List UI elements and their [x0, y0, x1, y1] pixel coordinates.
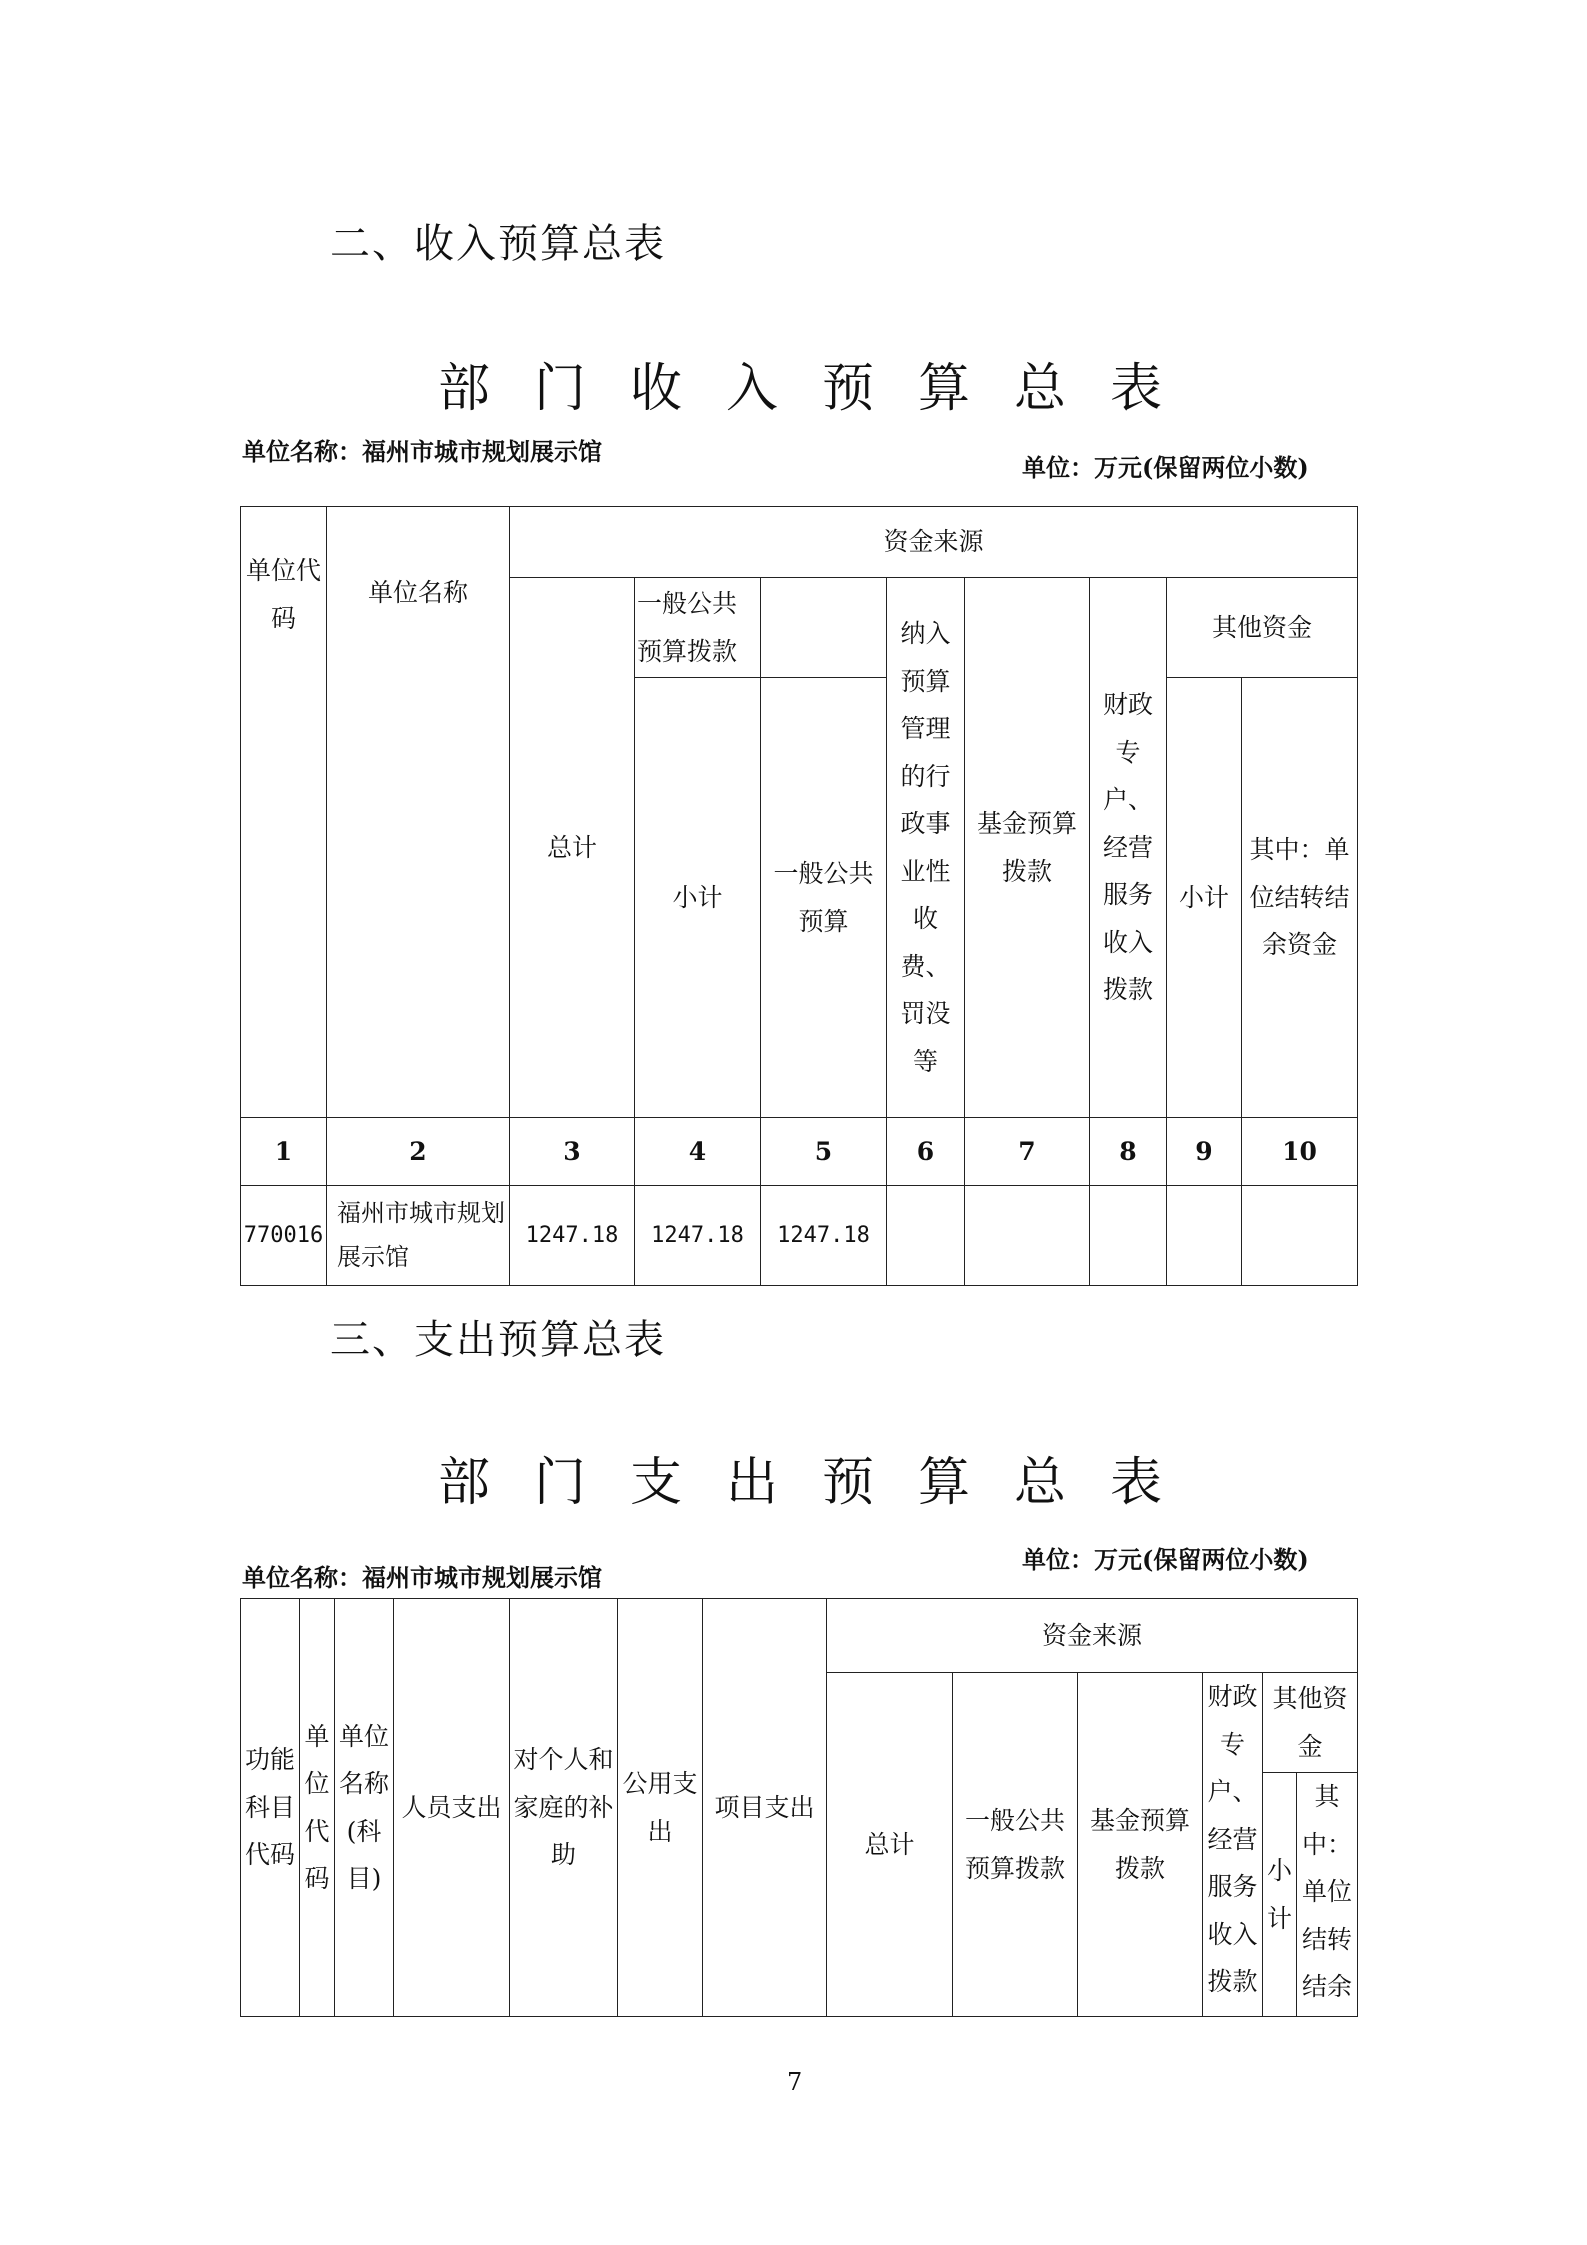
hdr-fiscal-account: 财政专户、经营服务收入拨款 [1090, 578, 1167, 1118]
income-table-title: 部门收入预算总表 [438, 359, 1207, 419]
col-number: 3 [510, 1118, 635, 1186]
exp-hdr-public: 公用支出 [618, 1599, 703, 2017]
row-subtotal: 1247.18 [635, 1186, 761, 1286]
col-number: 2 [327, 1118, 510, 1186]
hdr-subtotal: 小计 [635, 678, 761, 1118]
hdr-fund-budget-grant: 基金预算拨款 [965, 578, 1090, 1118]
row-carryover [1242, 1186, 1358, 1286]
income-unit-label: 单位：万元(保留两位小数) [1022, 453, 1309, 482]
hdr-unit-name: 单位名称 [327, 507, 510, 1118]
exp-hdr-project: 项目支出 [703, 1599, 827, 2017]
col-number: 4 [635, 1118, 761, 1186]
hdr-total: 总计 [510, 578, 635, 1118]
expense-unit-name: 单位名称：福州市城市规划展示馆 [242, 1563, 602, 1592]
hdr-blank-1 [761, 578, 887, 678]
expense-budget-table [240, 1598, 1358, 2017]
row-fiscal-account [1090, 1186, 1167, 1286]
exp-hdr-other-funds: 其他资金 [1263, 1673, 1358, 1773]
col-number: 1 [241, 1118, 327, 1186]
col-number: 8 [1090, 1118, 1167, 1186]
hdr-general-public-budget: 一般公共预算 [761, 678, 887, 1118]
hdr-other-subtotal: 小计 [1167, 678, 1242, 1118]
col-number: 6 [887, 1118, 965, 1186]
col-number: 9 [1167, 1118, 1242, 1186]
row-general-budget: 1247.18 [761, 1186, 887, 1286]
expense-unit-label: 单位：万元(保留两位小数) [1022, 1545, 1309, 1574]
exp-hdr-fund-source: 资金来源 [827, 1599, 1358, 1673]
exp-hdr-fund-grant: 基金预算拨款 [1078, 1673, 1203, 2017]
exp-hdr-unit-code: 单位代码 [300, 1599, 335, 2017]
hdr-fund-source: 资金来源 [510, 507, 1358, 578]
exp-hdr-general-grant: 一般公共预算拨款 [953, 1673, 1078, 2017]
exp-hdr-other-subtotal: 小计 [1263, 1773, 1297, 2017]
expense-table-title: 部门支出预算总表 [438, 1453, 1207, 1513]
exp-hdr-carryover: 其中：单位结转结余 [1297, 1773, 1358, 2017]
expense-section-heading: 三、支出预算总表 [330, 1317, 666, 1363]
income-section-heading: 二、收入预算总表 [330, 221, 666, 267]
row-other-subtotal [1167, 1186, 1242, 1286]
income-unit-name: 单位名称：福州市城市规划展示馆 [242, 437, 602, 466]
hdr-unit-code: 单位代码 [241, 507, 327, 1118]
row-unit-name: 福州市城市规划展示馆 [327, 1186, 510, 1286]
exp-hdr-fiscal-account: 财政专户、经营服务收入拨款 [1203, 1673, 1263, 2017]
income-budget-table [240, 506, 1358, 1286]
exp-hdr-personnel: 人员支出 [394, 1599, 510, 2017]
exp-hdr-func-code: 功能科目代码 [241, 1599, 300, 2017]
page-number: 7 [787, 2068, 803, 2096]
col-number: 10 [1242, 1118, 1358, 1186]
hdr-carryover: 其中：单位结转结余资金 [1242, 678, 1358, 1118]
col-number: 7 [965, 1118, 1090, 1186]
row-total: 1247.18 [510, 1186, 635, 1286]
col-number: 5 [761, 1118, 887, 1186]
hdr-admin-fees: 纳入预算管理的行政事业性收费、罚没等 [887, 578, 965, 1118]
exp-hdr-total: 总计 [827, 1673, 953, 2017]
row-unit-code: 770016 [241, 1186, 327, 1286]
exp-hdr-unit-name: 单位名称(科目) [335, 1599, 394, 2017]
row-fund-grant [965, 1186, 1090, 1286]
table-row [241, 1186, 1358, 1286]
row-admin-fees [887, 1186, 965, 1286]
hdr-other-funds: 其他资金 [1167, 578, 1358, 678]
hdr-general-public-grant: 一般公共预算拨款 [635, 578, 761, 678]
exp-hdr-subsidy: 对个人和家庭的补助 [510, 1599, 618, 2017]
